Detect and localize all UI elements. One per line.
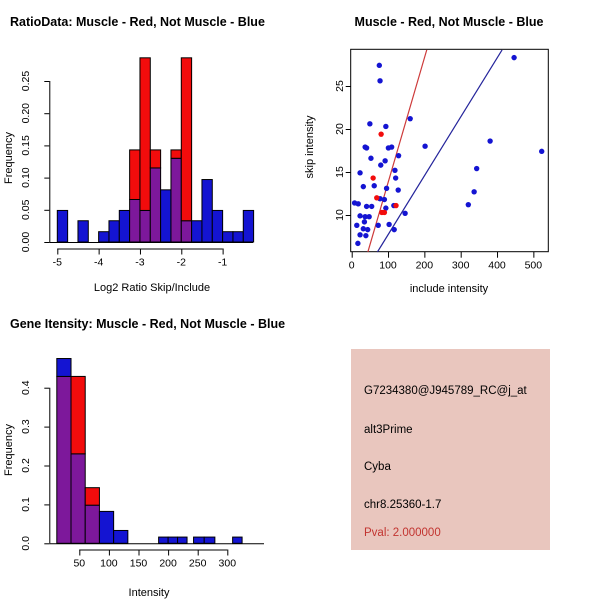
scatter-point-blue xyxy=(355,241,360,246)
scatter-point-red xyxy=(393,203,398,208)
scatter-point-blue xyxy=(367,121,372,126)
scatter-point-blue xyxy=(362,219,367,224)
x-tick-label: 500 xyxy=(524,259,543,272)
histogram-bar-blue xyxy=(223,232,233,242)
x-tick-label: 400 xyxy=(488,259,506,272)
scatter-point-blue xyxy=(471,189,476,194)
x-tick-label: 200 xyxy=(159,557,177,570)
scatter-point-blue xyxy=(392,227,397,232)
histogram-bar-blue xyxy=(159,537,168,543)
y-tick-label: 0.05 xyxy=(20,199,32,221)
regression-line-red xyxy=(368,50,427,252)
scatter-point-red xyxy=(374,195,379,200)
scatter-ylabel: skip intensity xyxy=(304,115,316,179)
x-tick-label: 100 xyxy=(379,259,397,272)
scatter-point-blue xyxy=(382,197,387,202)
histogram-bar-red xyxy=(85,488,99,506)
scatter-point-blue xyxy=(422,144,427,149)
x-tick-label: 150 xyxy=(129,557,148,570)
histogram-bar-blue xyxy=(194,537,205,543)
histogram-bar-overlap xyxy=(150,168,160,242)
y-tick-label: 0.0 xyxy=(20,535,32,551)
info-probe-id: G7234380@J945789_RC@j_at xyxy=(364,385,527,397)
histogram-bar-overlap xyxy=(171,158,181,242)
scatter-point-red xyxy=(382,210,387,215)
x-tick-label: 250 xyxy=(188,557,207,570)
x-tick-label: -2 xyxy=(176,256,186,269)
scatter-point-blue xyxy=(386,145,391,150)
y-tick-label: 0.3 xyxy=(20,419,32,434)
histogram-bar-blue xyxy=(204,537,215,543)
histogram-bar-blue xyxy=(202,180,212,242)
x-tick-label: 100 xyxy=(100,557,118,570)
scatter-point-red xyxy=(370,175,375,180)
scatter-point-blue xyxy=(384,186,389,191)
y-tick-label: 25 xyxy=(334,80,346,92)
histogram-bar-overlap xyxy=(140,210,150,242)
histogram-bar-blue xyxy=(114,530,128,543)
histogram-bar-red xyxy=(171,150,181,158)
histogram-bar-red xyxy=(130,150,140,200)
scatter-point-blue xyxy=(357,213,362,218)
histogram-bar-red xyxy=(140,58,150,211)
histogram-bar-blue xyxy=(109,221,119,242)
ratio-histogram-ylabel: Frequency xyxy=(3,132,15,184)
y-tick-label: 10 xyxy=(334,209,346,221)
ratio-histogram-xlabel: Log2 Ratio Skip/Include xyxy=(93,282,211,294)
y-tick-label: 0.2 xyxy=(20,458,32,473)
y-tick-label: 20 xyxy=(334,123,346,135)
x-tick-label: 300 xyxy=(218,557,237,570)
scatter-xlabel: include intensity xyxy=(409,283,489,295)
scatter-point-blue xyxy=(377,78,382,83)
scatter-point-blue xyxy=(365,227,370,232)
histogram-bar-blue xyxy=(119,210,129,242)
histogram-bar-blue xyxy=(78,221,88,242)
histogram-bar-blue xyxy=(233,232,243,242)
scatter-point-blue xyxy=(361,184,366,189)
histogram-bar-blue xyxy=(233,537,242,543)
histogram-bar-red xyxy=(150,150,160,168)
scatter-point-blue xyxy=(378,162,383,167)
info-panel xyxy=(351,349,550,550)
histogram-bar-blue xyxy=(161,190,171,242)
x-tick-label: 300 xyxy=(451,259,470,272)
histogram-bar-blue xyxy=(168,537,177,543)
histogram-bar-blue xyxy=(99,511,113,543)
scatter-point-blue xyxy=(539,149,544,154)
histogram-bar-blue xyxy=(243,210,253,242)
histogram-bar-overlap xyxy=(85,505,99,543)
x-tick-label: 200 xyxy=(415,259,434,272)
scatter-point-blue xyxy=(393,175,398,180)
histogram-bar-blue xyxy=(57,359,71,377)
info-genomic-location: chr8.25360-1.7 xyxy=(364,499,442,511)
scatter-point-blue xyxy=(396,153,401,158)
regression-line-blue xyxy=(377,50,502,252)
histogram-bar-blue xyxy=(212,210,222,242)
scatter-point-blue xyxy=(466,202,471,207)
x-tick-label: -1 xyxy=(217,256,228,269)
y-tick-label: 0.4 xyxy=(20,380,32,396)
gene-histogram-ylabel: Frequency xyxy=(3,424,15,476)
histogram-bar-blue xyxy=(192,221,202,242)
scatter-point-blue xyxy=(487,138,492,143)
x-tick-label: -5 xyxy=(52,256,62,269)
scatter-point-blue xyxy=(386,222,391,227)
gene-histogram-title: Gene Itensity: Muscle - Red, Not Muscle - Blue xyxy=(10,317,286,331)
scatter-point-blue xyxy=(407,116,412,121)
scatter-point-blue xyxy=(356,201,361,206)
scatter-point-blue xyxy=(377,63,382,68)
scatter-point-blue xyxy=(363,233,368,238)
histogram-bar-red xyxy=(71,376,85,453)
scatter-point-blue xyxy=(382,158,387,163)
scatter-point-blue xyxy=(357,232,362,237)
x-tick-label: -4 xyxy=(93,256,104,269)
scatter-point-red xyxy=(378,131,383,136)
scatter-point-blue xyxy=(376,223,381,228)
histogram-bar-blue xyxy=(57,210,67,242)
scatter-point-blue xyxy=(372,183,377,188)
y-tick-label: 0.25 xyxy=(20,70,32,92)
info-pval: Pval: 2.000000 xyxy=(364,527,441,539)
y-tick-label: 0.15 xyxy=(20,135,32,156)
histogram-bar-blue xyxy=(178,537,187,543)
histogram-bar-overlap xyxy=(57,376,71,543)
scatter-point-blue xyxy=(402,211,407,216)
x-tick-label: 50 xyxy=(73,557,86,570)
ratio-histogram-title: RatioData: Muscle - Red, Not Muscle - Blue xyxy=(10,15,265,29)
histogram-bar-overlap xyxy=(181,221,191,242)
scatter-title: Muscle - Red, Not Muscle - Blue xyxy=(354,15,544,29)
scatter-point-blue xyxy=(366,214,371,219)
gene-histogram-xlabel: Intensity xyxy=(128,587,170,599)
info-gene-symbol: Cyba xyxy=(364,461,391,473)
y-tick-label: 0.10 xyxy=(20,167,32,188)
scatter-point-blue xyxy=(474,166,479,171)
scatter-point-blue xyxy=(364,204,369,209)
scatter-point-blue xyxy=(357,170,362,175)
scatter-point-blue xyxy=(369,204,374,209)
y-tick-label: 15 xyxy=(334,166,346,178)
scatter-point-blue xyxy=(511,55,516,60)
scatter-point-blue xyxy=(368,156,373,161)
y-tick-label: 0.1 xyxy=(20,497,32,512)
y-tick-label: 0.00 xyxy=(20,231,32,253)
histogram-bar-blue xyxy=(99,232,109,242)
histogram-bar-overlap xyxy=(130,199,140,242)
scatter-point-blue xyxy=(364,145,369,150)
scatter-point-blue xyxy=(383,124,388,129)
x-tick-label: -3 xyxy=(135,256,145,269)
x-tick-label: 0 xyxy=(348,259,355,272)
info-splice-type: alt3Prime xyxy=(364,424,413,436)
y-tick-label: 0.20 xyxy=(20,102,32,124)
histogram-bar-overlap xyxy=(71,454,85,543)
scatter-point-blue xyxy=(396,187,401,192)
histogram-bar-red xyxy=(181,58,191,221)
scatter-point-blue xyxy=(354,223,359,228)
scatter-point-blue xyxy=(392,168,397,173)
